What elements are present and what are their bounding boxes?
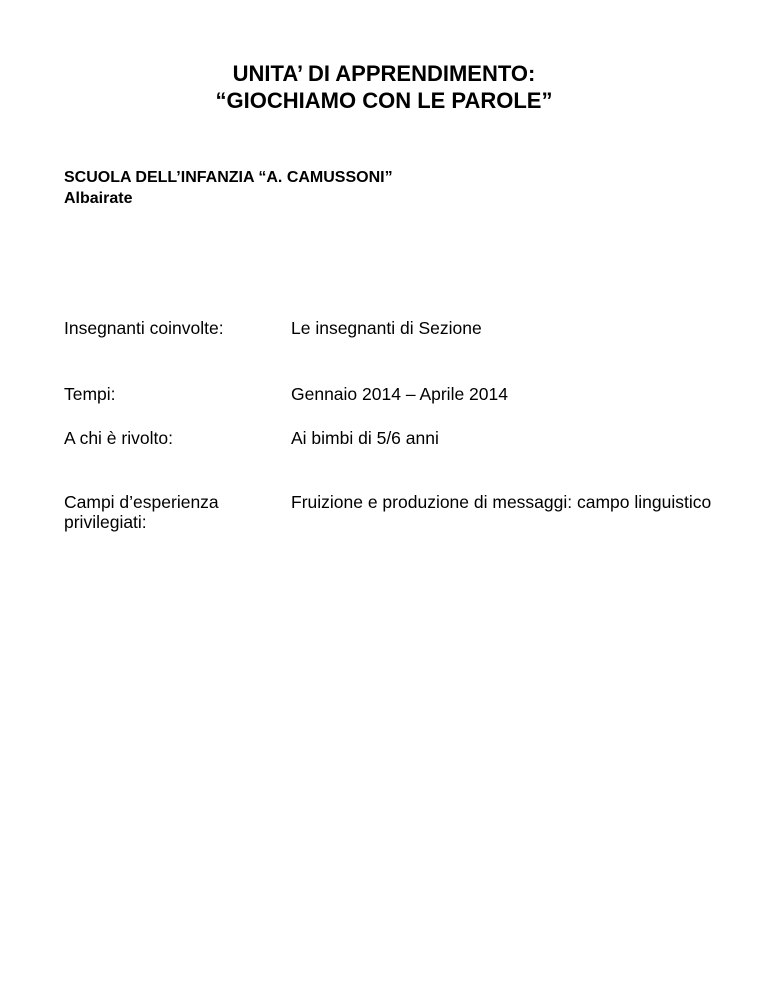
detail-value: Gennaio 2014 – Aprile 2014 — [291, 384, 508, 404]
detail-value: Le insegnanti di Sezione — [291, 318, 482, 338]
detail-value: Ai bimbi di 5/6 anni — [291, 428, 439, 448]
detail-label: Campi d’esperienza privilegiati: — [64, 492, 219, 532]
school-town: Albairate — [64, 190, 133, 207]
school-name: SCUOLA DELL’INFANZIA “A. CAMUSSONI” — [64, 169, 393, 186]
school-block — [64, 167, 393, 209]
detail-label: A chi è rivolto: — [64, 428, 173, 448]
title-line-1: UNITA’ DI APPRENDIMENTO: — [232, 61, 536, 86]
document-title — [0, 60, 768, 114]
detail-value: Fruizione e produzione di messaggi: campo linguistico — [291, 492, 712, 512]
detail-label: Insegnanti coinvolte: — [64, 318, 224, 338]
title-line-2: “GIOCHIAMO CON LE PAROLE” — [215, 88, 553, 113]
detail-label: Tempi: — [64, 384, 116, 404]
